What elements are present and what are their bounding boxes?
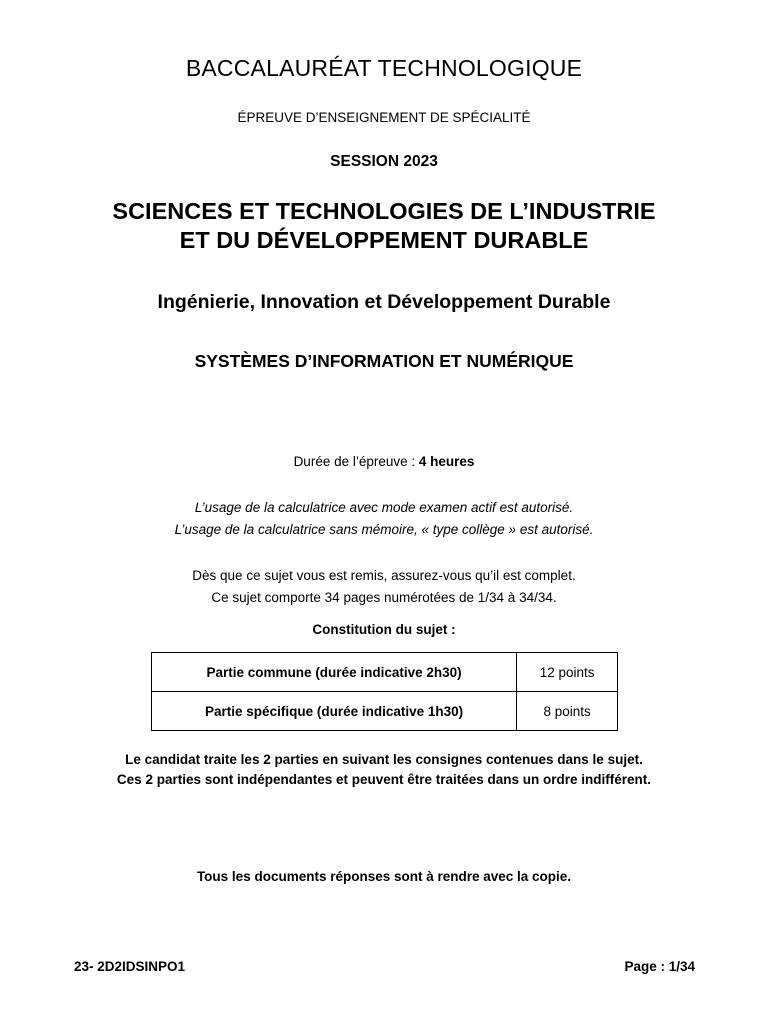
- exam-type: ÉPREUVE D’ENSEIGNEMENT DE SPÉCIALITÉ: [237, 110, 531, 125]
- subject-title: [0, 197, 768, 255]
- subject-title-line1: SCIENCES ET TECHNOLOGIES DE L’INDUSTRIE: [112, 198, 656, 224]
- calculator-rule-1: L’usage de la calculatrice avec mode examen actif est autorisé.: [194, 500, 574, 515]
- exam-title: BACCALAURÉAT TECHNOLOGIQUE: [185, 55, 583, 81]
- part-label: Partie commune (durée indicative 2h30): [152, 653, 517, 692]
- footer-code: 23- 2D2IDSINPO1: [74, 959, 186, 974]
- documents-notice: Tous les documents réponses sont à rendre avec la copie.: [196, 869, 572, 884]
- completeness-line-1: Dès que ce sujet vous est remis, assurez-vous qu’il est complet.: [192, 568, 576, 583]
- specialty-title: Ingénierie, Innovation et Développement Durable: [157, 291, 611, 313]
- session-label: SESSION 2023: [330, 153, 438, 170]
- part-label: Partie spécifique (durée indicative 1h30): [152, 692, 517, 731]
- table-row: [152, 653, 618, 692]
- completeness-notice: [0, 565, 768, 609]
- completeness-line-2: Ce sujet comporte 34 pages numérotées de 1/34 à 34/34.: [211, 590, 557, 605]
- table-row: [152, 692, 618, 731]
- calculator-rules: [0, 497, 768, 541]
- duration-value: 4 heures: [418, 454, 475, 469]
- option-title: SYSTÈMES D’INFORMATION ET NUMÉRIQUE: [194, 351, 574, 371]
- subject-title-line2: ET DU DÉVELOPPEMENT DURABLE: [179, 227, 589, 253]
- duration-label: Durée de l’épreuve :: [293, 454, 419, 469]
- page-number: Page : 1/34: [624, 959, 695, 974]
- constitution-table: [151, 652, 618, 731]
- instruction-line-2: Ces 2 parties sont indépendantes et peuvent être traitées dans un ordre indifférent.: [116, 772, 652, 787]
- calculator-rule-2: L’usage de la calculatrice sans mémoire, « type collège » est autorisé.: [174, 522, 594, 537]
- constitution-heading: Constitution du sujet :: [312, 622, 456, 637]
- candidate-instructions: [0, 750, 768, 790]
- part-points: 12 points: [517, 653, 618, 692]
- part-points: 8 points: [517, 692, 618, 731]
- instruction-line-1: Le candidat traite les 2 parties en suivant les consignes contenues dans le sujet.: [125, 752, 643, 767]
- duration: [0, 453, 768, 471]
